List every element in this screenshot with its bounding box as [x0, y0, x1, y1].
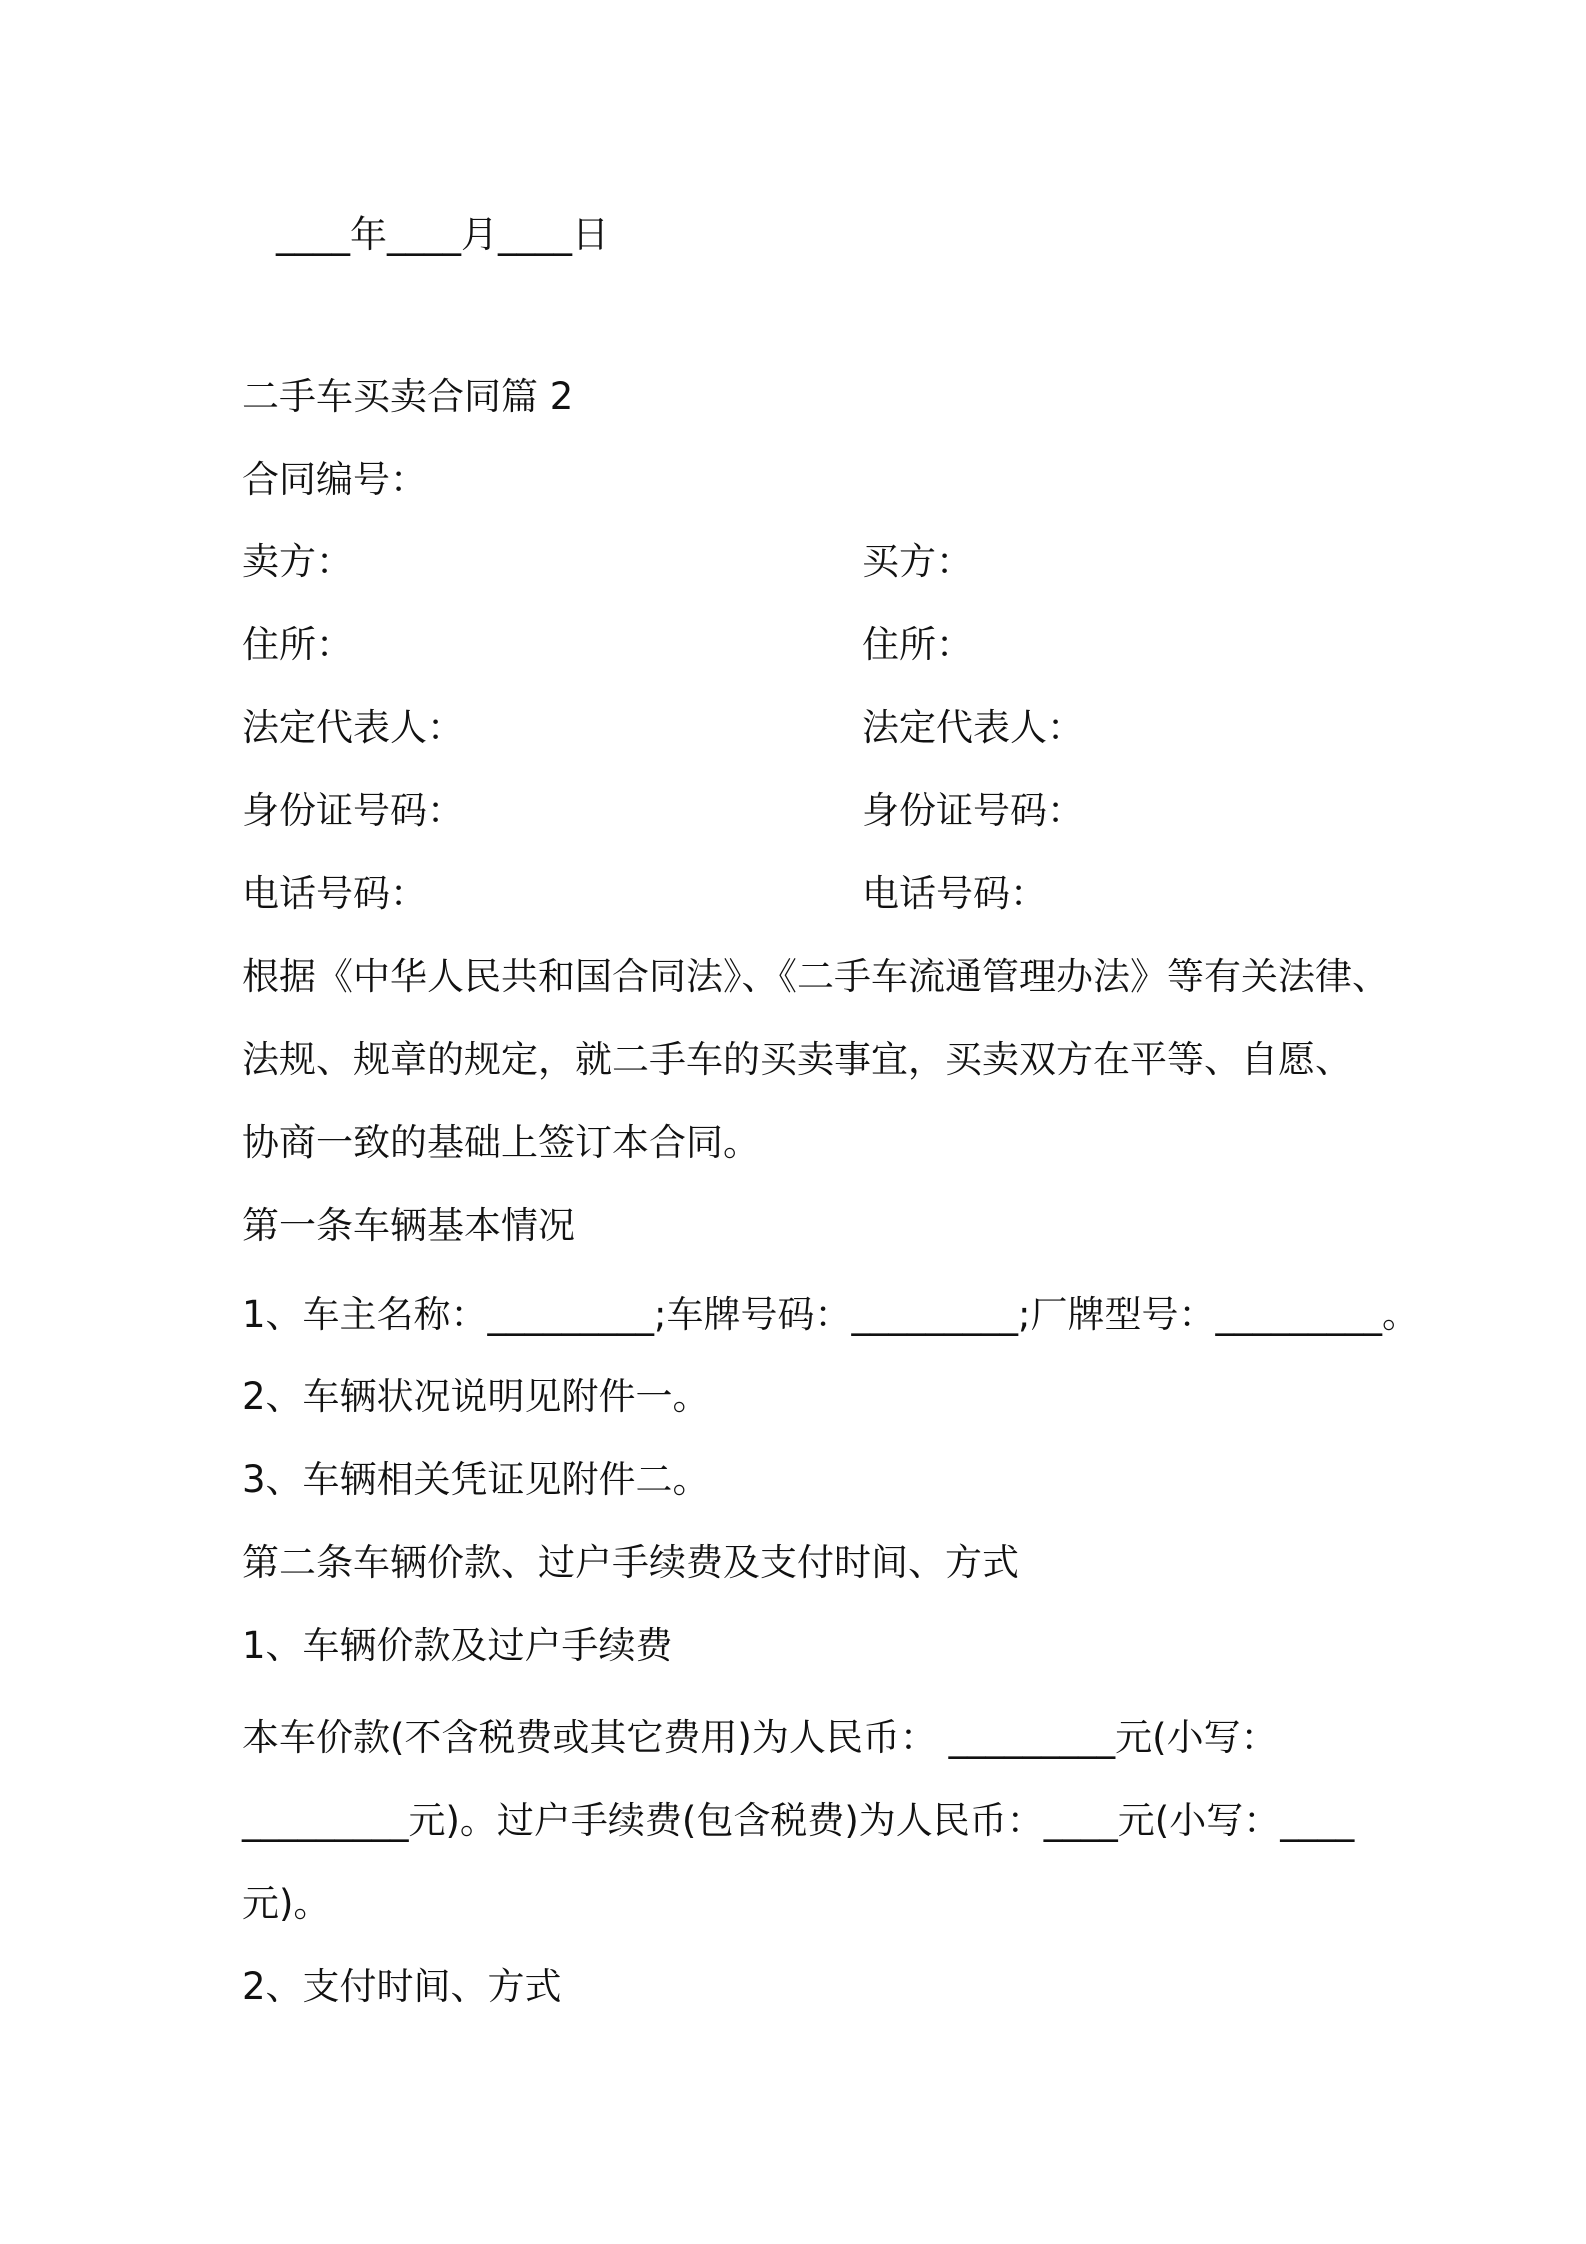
preamble-line: 协商一致的基础上签订本合同。	[242, 1121, 760, 1164]
seller-label: 卖方：	[242, 540, 353, 583]
buyer-phone-label: 电话号码：	[862, 872, 1047, 915]
buyer-label: 买方：	[862, 540, 973, 583]
seller-id-label: 身份证号码：	[242, 789, 464, 832]
seller-representative-label: 法定代表人：	[242, 706, 464, 749]
article2-title: 第二条车辆价款、过户手续费及支付时间、方式	[242, 1541, 1019, 1584]
seller-phone-label: 电话号码：	[242, 872, 427, 915]
signing-date-line: ____年____月____日	[276, 213, 609, 256]
article2-sub1-text: _________元)。过户手续费(包含税费)为人民币：____元(小写：____	[242, 1799, 1355, 1842]
preamble-line: 根据《中华人民共和国合同法》、《二手车流通管理办法》等有关法律、	[242, 955, 1389, 998]
contract-number-label: 合同编号：	[242, 458, 427, 501]
buyer-address-label: 住所：	[862, 623, 973, 666]
article2-sub1-title: 1、车辆价款及过户手续费	[242, 1624, 673, 1667]
preamble-line: 法规、规章的规定，就二手车的买卖事宜，买卖双方在平等、自愿、	[242, 1038, 1352, 1081]
article2-sub1-text: 元)。	[242, 1882, 331, 1925]
article1-title: 第一条车辆基本情况	[242, 1204, 575, 1247]
article1-item: 2、车辆状况说明见附件一。	[242, 1375, 710, 1418]
article1-item: 1、车主名称：_________;车牌号码：_________;厂牌型号：_________。	[242, 1293, 1419, 1336]
buyer-representative-label: 法定代表人：	[862, 706, 1084, 749]
section-title: 二手车买卖合同篇 2	[242, 375, 574, 418]
article1-item: 3、车辆相关凭证见附件二。	[242, 1458, 710, 1501]
article2-sub2-title: 2、支付时间、方式	[242, 1965, 562, 2008]
seller-address-label: 住所：	[242, 623, 353, 666]
article2-sub1-text: 本车价款(不含税费或其它费用)为人民币： _________元(小写：	[242, 1716, 1278, 1759]
buyer-id-label: 身份证号码：	[862, 789, 1084, 832]
